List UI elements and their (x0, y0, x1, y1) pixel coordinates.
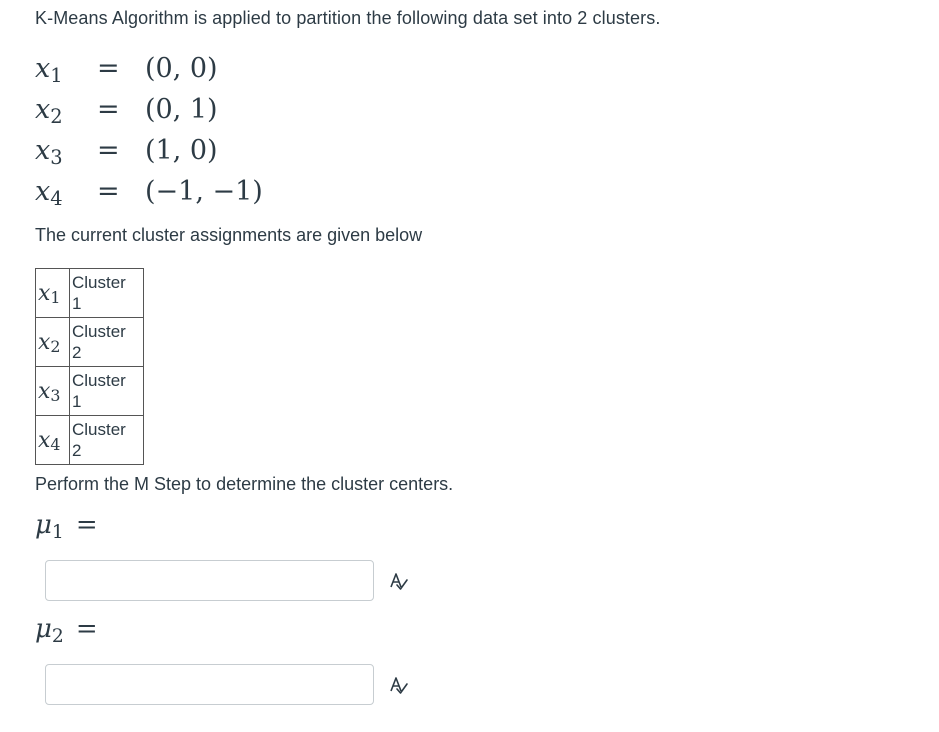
point-label-cell (36, 416, 70, 465)
point-sub: 3 (50, 145, 63, 169)
point-label-cell (36, 269, 70, 318)
cluster-assignment-table (35, 268, 144, 465)
mu-sub: 2 (51, 625, 64, 647)
equals-sign: = (97, 53, 120, 84)
cluster-word: Cluster (72, 420, 126, 439)
point-sub: 2 (50, 104, 63, 128)
cluster-cell (70, 269, 144, 318)
point-row (35, 130, 263, 171)
mu2-label (35, 614, 98, 647)
mu-sub: 1 (51, 521, 64, 543)
mu2-answer-input[interactable] (45, 664, 374, 705)
mu1-answer-input[interactable] (45, 560, 374, 601)
equation-check-icon[interactable] (387, 570, 409, 592)
point-var: x (35, 135, 51, 166)
assignments-intro: The current cluster assignments are given below (35, 225, 423, 245)
cluster-number: 1 (72, 294, 82, 313)
cluster-cell (70, 367, 144, 416)
point-sub: 1 (50, 63, 63, 87)
point-var: x (38, 280, 51, 306)
cluster-word: Cluster (72, 322, 126, 341)
cluster-cell (70, 416, 144, 465)
point-var: x (35, 53, 51, 84)
mstep-instruction: Perform the M Step to determine the cluster centers. (35, 474, 454, 494)
equation-check-icon[interactable] (387, 674, 409, 696)
point-sub: 4 (50, 435, 61, 455)
problem-intro: K-Means Algorithm is applied to partition the following data set into 2 clusters. (35, 8, 661, 28)
equals-sign: = (75, 510, 98, 540)
point-var: x (38, 329, 51, 355)
point-sub: 4 (50, 186, 63, 210)
table-row (36, 416, 144, 465)
equals-sign: = (97, 135, 120, 166)
cluster-number: 2 (72, 441, 82, 460)
point-row (35, 48, 263, 89)
cluster-number: 2 (72, 343, 82, 362)
cluster-word: Cluster (72, 371, 126, 390)
point-var: x (35, 94, 51, 125)
table-row (36, 269, 144, 318)
cluster-word: Cluster (72, 273, 126, 292)
point-row (35, 171, 263, 212)
point-label-cell (36, 318, 70, 367)
cluster-cell (70, 318, 144, 367)
table-row (36, 367, 144, 416)
point-value: (0, 1) (145, 94, 218, 125)
equals-sign: = (97, 176, 120, 207)
point-var: x (38, 427, 51, 453)
mu1-label (35, 510, 98, 543)
point-value: (0, 0) (145, 53, 218, 84)
point-var: x (38, 378, 51, 404)
cluster-number: 1 (72, 392, 82, 411)
point-row (35, 89, 263, 130)
point-value: (1, 0) (145, 135, 218, 166)
point-sub: 1 (50, 288, 61, 308)
point-label-cell (36, 367, 70, 416)
equals-sign: = (97, 94, 120, 125)
mu-symbol: μ (35, 614, 52, 644)
point-sub: 3 (50, 386, 61, 406)
point-value: (−1, −1) (145, 176, 263, 207)
point-var: x (35, 176, 51, 207)
data-points (35, 48, 263, 212)
equals-sign: = (75, 614, 98, 644)
mu-symbol: μ (35, 510, 52, 540)
table-row (36, 318, 144, 367)
point-sub: 2 (50, 337, 61, 357)
